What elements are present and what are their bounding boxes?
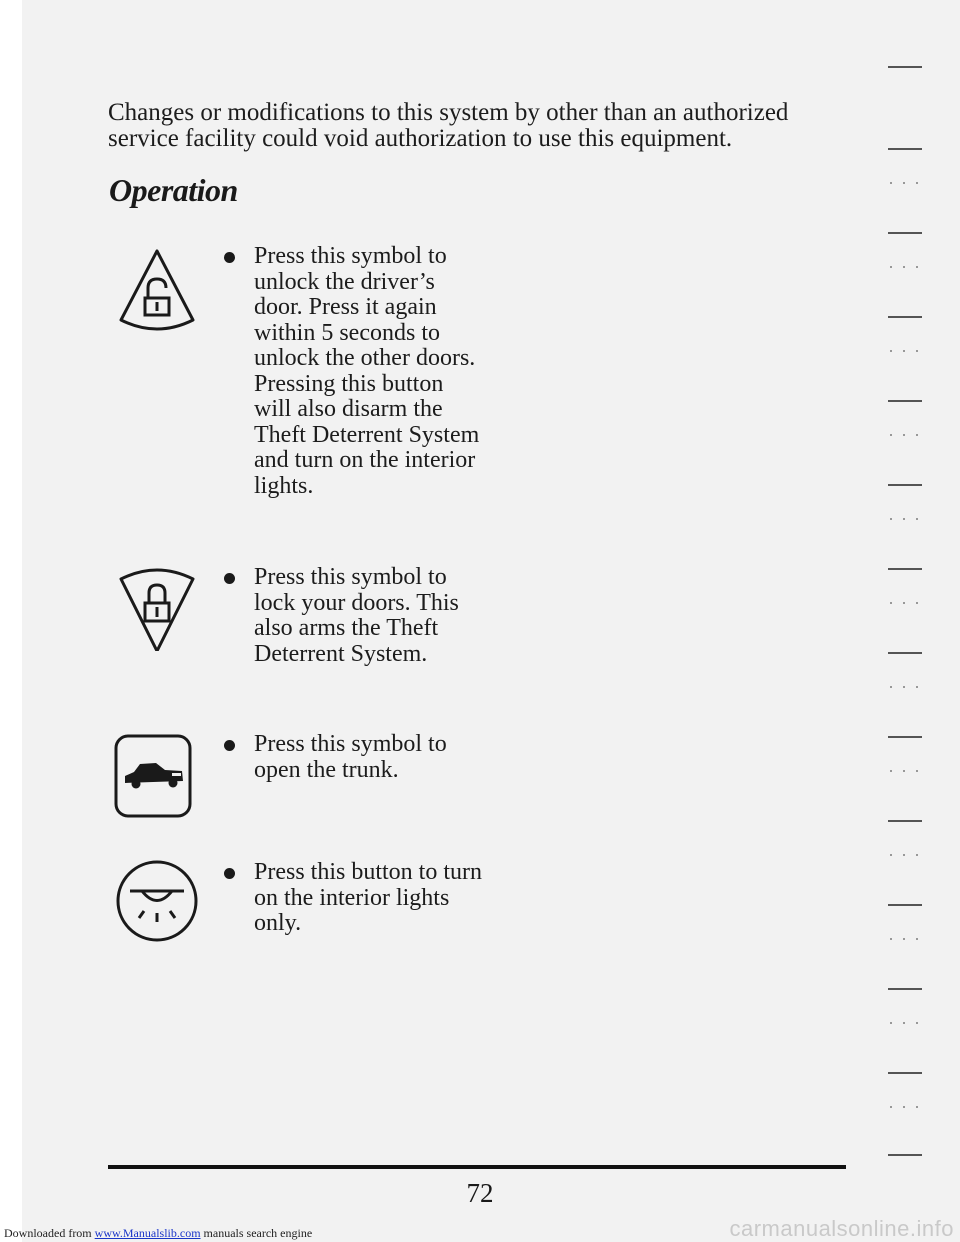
margin-mark <box>890 770 920 772</box>
margin-mark <box>888 820 922 822</box>
margin-mark <box>888 568 922 570</box>
bullet <box>224 868 235 879</box>
manualslib-link[interactable]: www.Manualslib.com <box>94 1226 201 1240</box>
interior-light-icon <box>114 858 200 944</box>
margin-mark <box>890 518 920 520</box>
margin-mark <box>888 904 922 906</box>
download-footer <box>4 1226 312 1241</box>
margin-mark <box>888 736 922 738</box>
margin-mark <box>888 1072 922 1074</box>
footer-suffix: manuals search engine <box>200 1226 313 1240</box>
margin-mark <box>890 1022 920 1024</box>
unlock-icon <box>114 246 200 332</box>
margin-mark <box>888 400 922 402</box>
item-text: Press this symbol to open the trunk. <box>254 731 447 783</box>
section-heading: Operation <box>109 172 238 208</box>
watermark: carmanualsonline.info <box>729 1216 954 1241</box>
page-number: 72 <box>466 1178 494 1208</box>
footer-prefix: Downloaded from <box>4 1226 95 1240</box>
lock-icon <box>114 565 200 651</box>
item-text: Press this button to turn on the interior lights only. <box>254 859 483 936</box>
margin-mark <box>888 652 922 654</box>
margin-mark <box>890 182 920 184</box>
bullet <box>224 573 235 584</box>
trunk-icon <box>110 732 196 818</box>
margin-mark <box>890 1106 920 1108</box>
item-text: Press this symbol to unlock the driver’s door. Press it again within 5 seconds to unlock the other doors. Pressing this button will also disarm the Theft Deterrent System and turn on the interior lights. <box>254 243 480 499</box>
margin-mark <box>890 854 920 856</box>
margin-mark <box>890 434 920 436</box>
margin-mark <box>888 988 922 990</box>
margin-mark <box>890 686 920 688</box>
footer-rule <box>108 1165 846 1169</box>
item-text: Press this symbol to lock your doors. This also arms the Theft Deterrent System. <box>254 564 459 667</box>
margin-mark <box>888 66 922 68</box>
margin-mark <box>890 938 920 940</box>
margin-mark <box>888 316 922 318</box>
margin-mark <box>888 148 922 150</box>
margin-mark <box>888 484 922 486</box>
margin-mark <box>888 1154 922 1156</box>
margin-mark <box>890 266 920 268</box>
margin-mark <box>890 602 920 604</box>
bullet <box>224 740 235 751</box>
intro-paragraph: Changes or modifications to this system by other than an authorized service facility could void authorization to use this equipment. <box>108 99 789 152</box>
bullet <box>224 252 235 263</box>
margin-mark <box>888 232 922 234</box>
margin-mark <box>890 350 920 352</box>
